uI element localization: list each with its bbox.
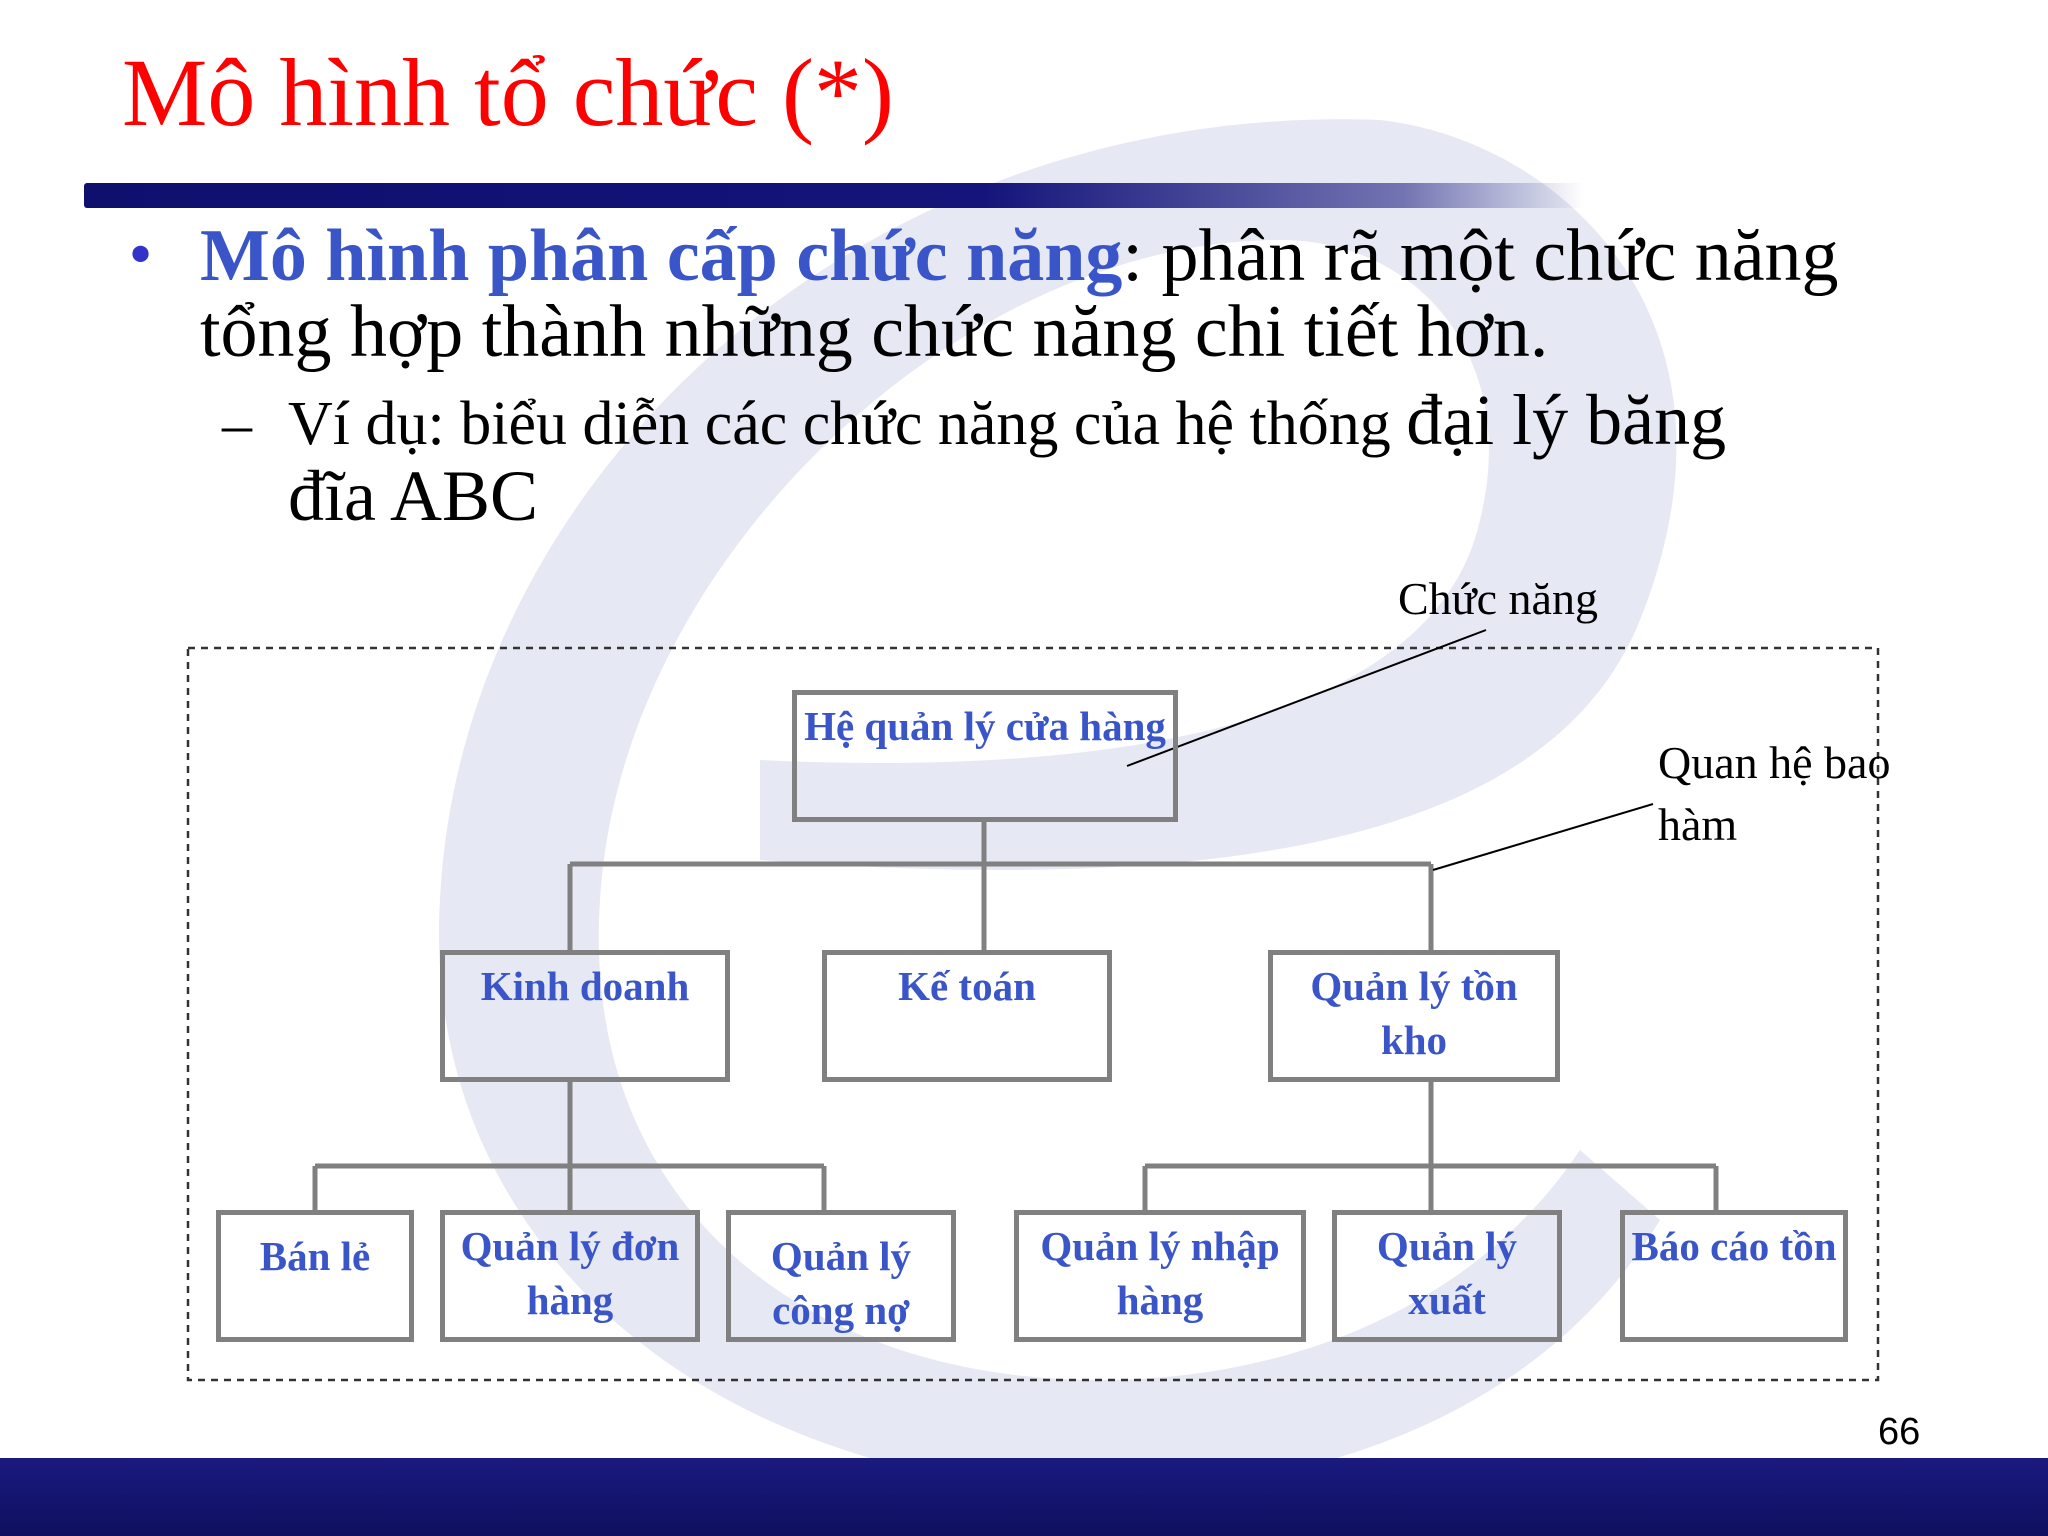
callout-function: Chức năng xyxy=(1398,573,1598,624)
callout-leader-function xyxy=(1127,630,1486,766)
bullet-highlight: Mô hình phân cấp chức năng xyxy=(200,215,1123,297)
callout-leader-containment xyxy=(1433,804,1653,870)
node-quan-ly-xuat: Quản lý xuất xyxy=(1332,1210,1562,1342)
bullet-icon: • xyxy=(124,224,158,289)
callout-containment xyxy=(1658,732,1890,856)
sub-bullet-dash: – xyxy=(222,391,252,457)
slide-title: Mô hình tổ chức (*) xyxy=(122,39,894,146)
node-kinh-doanh: Kinh doanh xyxy=(440,950,730,1082)
sub-bullet-part-1: Ví dụ: biểu diễn các chức năng của hệ thống xyxy=(288,390,1407,458)
node-quan-ly-don-hang: Quản lý đơn hàng xyxy=(440,1210,700,1342)
node-quan-ly-cong-no: Quản lý công nợ xyxy=(726,1210,956,1342)
callout-containment-line1: Quan hệ bao xyxy=(1658,737,1891,788)
node-bao-cao-ton: Báo cáo tồn xyxy=(1620,1210,1848,1342)
node-ke-toan: Kế toán xyxy=(822,950,1112,1082)
node-ban-le: Bán lẻ xyxy=(216,1210,414,1342)
callout-containment-line2: hàm xyxy=(1658,799,1738,850)
sub-bullet-part-2: đại lý băng xyxy=(1406,380,1727,460)
sub-bullet-part-3: đĩa ABC xyxy=(288,456,539,536)
node-quan-ly-nhap-hang: Quản lý nhập hàng xyxy=(1014,1210,1306,1342)
page-number: 66 xyxy=(1878,1411,1921,1453)
root-node-box: Hệ quản lý cửa hàng xyxy=(792,690,1178,822)
bullet-body: : phân rã một chức năng tổng hợp thành những chức năng chi tiết hơn. xyxy=(200,215,1839,373)
node-quan-ly-ton-kho: Quản lý tồn kho xyxy=(1268,950,1560,1082)
